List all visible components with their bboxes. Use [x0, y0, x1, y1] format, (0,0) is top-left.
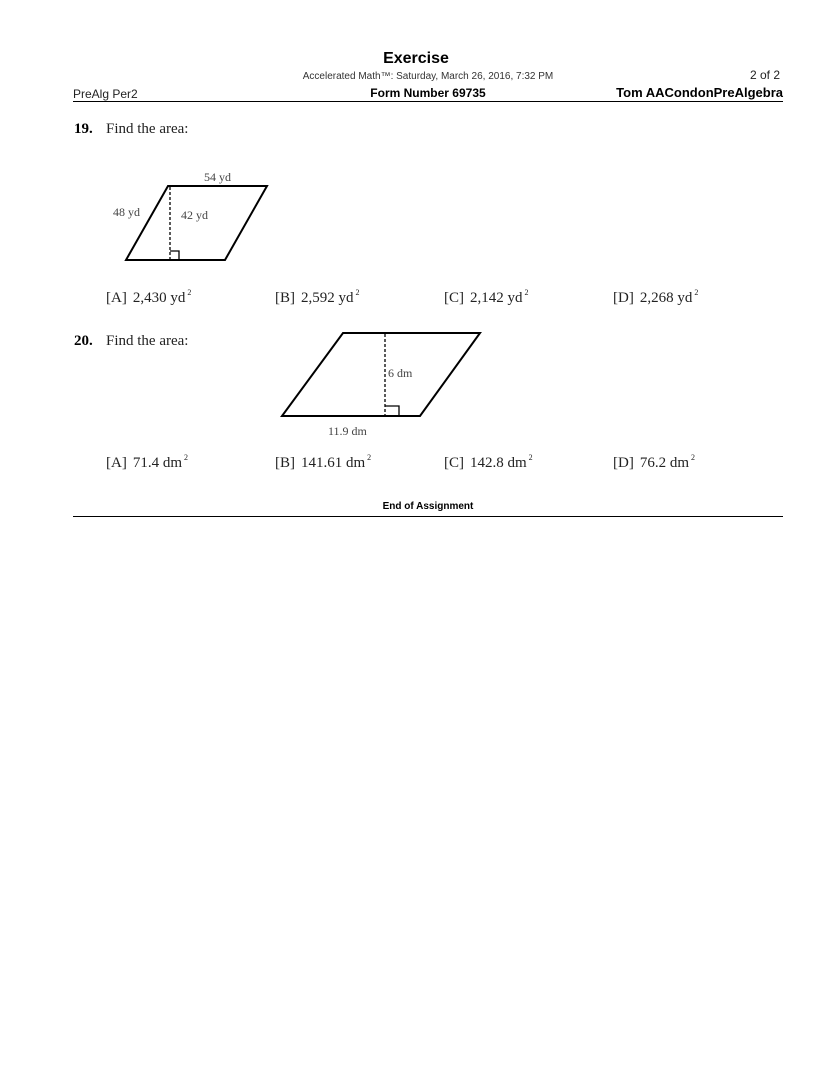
end-of-assignment: End of Assignment [382, 501, 474, 512]
question-20-figure [0, 300, 832, 450]
question-19-number: 19. [74, 121, 93, 137]
choice-exponent: 2 [694, 288, 699, 297]
choice-letter: [A] [106, 290, 127, 306]
footer-divider [73, 516, 783, 517]
question-20-prompt: Find the area: [106, 333, 189, 349]
label-side: 48 yd [113, 205, 140, 219]
choice-letter: [D] [613, 290, 634, 306]
parallelogram-shape [126, 186, 267, 260]
class-name: PreAlg Per2 [73, 87, 138, 101]
answer-choice-b [275, 453, 371, 472]
right-angle-marker [385, 406, 399, 416]
form-number: Form Number 69735 [370, 86, 486, 100]
choice-letter: [A] [106, 455, 127, 471]
question-19-figure [0, 0, 832, 300]
choice-value: 141.61 dm [301, 455, 366, 471]
choice-exponent: 2 [187, 288, 192, 297]
choice-exponent: 2 [355, 288, 360, 297]
choice-value: 71.4 dm [132, 455, 182, 471]
choice-letter: [B] [275, 290, 295, 306]
worksheet-title: Exercise [383, 50, 449, 67]
choice-value: 76.2 dm [639, 455, 689, 471]
label-height: 42 yd [181, 208, 208, 222]
choice-value: 2,430 yd [132, 290, 186, 306]
parallelogram-shape [282, 333, 480, 416]
choice-value: 2,268 yd [639, 290, 693, 306]
choice-letter: [C] [444, 455, 464, 471]
label-base: 11.9 dm [328, 424, 367, 438]
choice-value: 2,142 yd [470, 290, 523, 306]
choice-exponent: 2 [184, 453, 188, 462]
choice-letter: [B] [275, 455, 295, 471]
question-19-prompt: Find the area: [106, 121, 189, 137]
right-angle-marker [170, 251, 179, 260]
worksheet-subtitle: Accelerated Math™: Saturday, March 26, 2016, 7:32 PM [302, 71, 554, 82]
answer-choice-a [106, 453, 188, 472]
choice-exponent: 2 [524, 288, 529, 297]
question-20-number: 20. [74, 333, 93, 349]
student-name: Tom AACondonPreAlgebra [616, 85, 783, 100]
choice-value: 142.8 dm [470, 455, 527, 471]
page-indicator: 2 of 2 [749, 68, 780, 82]
label-top: 54 yd [204, 170, 231, 184]
choice-exponent: 2 [367, 453, 372, 462]
answer-choice-d [613, 453, 695, 472]
label-height: 6 dm [388, 366, 413, 380]
choice-letter: [D] [613, 455, 634, 471]
choice-letter: [C] [444, 290, 464, 306]
choice-exponent: 2 [691, 453, 695, 462]
answer-choice-c [444, 453, 533, 472]
choice-exponent: 2 [528, 453, 533, 462]
choice-value: 2,592 yd [301, 290, 354, 306]
